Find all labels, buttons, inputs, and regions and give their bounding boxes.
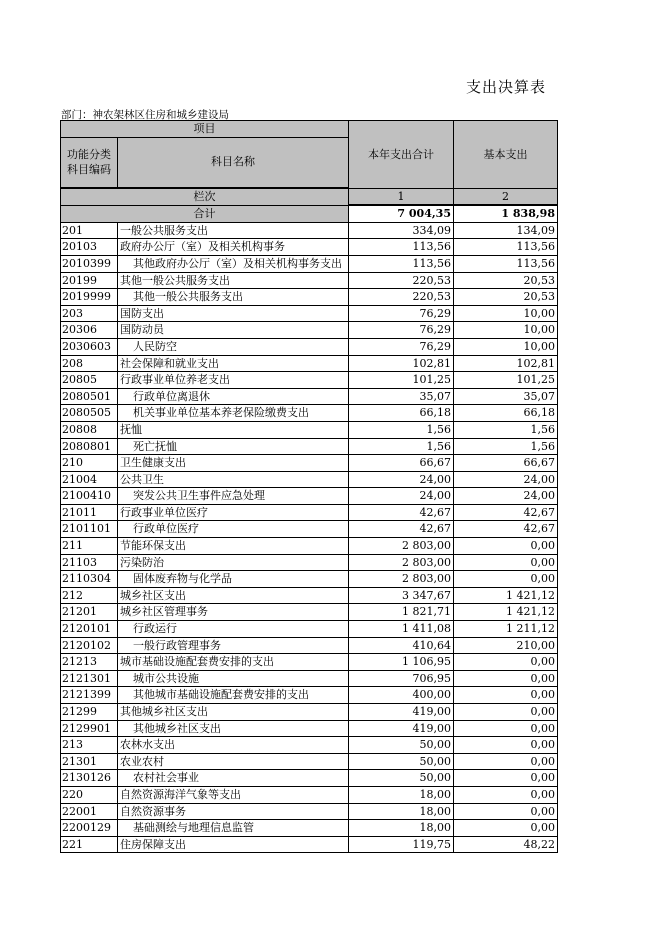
row-code: 2080801 <box>61 438 118 455</box>
department-label: 部门：神农架林区住房和城乡建设局 <box>61 109 229 121</box>
row-code: 210 <box>61 455 118 472</box>
row-subject-name: 城市基础设施配套费安排的支出 <box>118 654 349 671</box>
row-basic-expense: 1 421,12 <box>454 587 558 604</box>
row-subject-name: 一般公共服务支出 <box>118 222 349 239</box>
table-row <box>61 654 558 671</box>
row-basic-expense: 10,00 <box>454 305 558 322</box>
row-basic-expense: 10,00 <box>454 338 558 355</box>
table-row <box>61 388 558 405</box>
header-subject-name: 科目名称 <box>118 137 349 187</box>
row-code: 2080505 <box>61 405 118 422</box>
row-total-expense: 66,18 <box>349 405 454 422</box>
table-row <box>61 836 558 853</box>
row-subject-name: 突发公共卫生事件应急处理 <box>118 488 349 505</box>
row-total-expense: 76,29 <box>349 305 454 322</box>
row-code: 2100410 <box>61 488 118 505</box>
row-total-expense: 334,09 <box>349 222 454 239</box>
row-basic-expense: 1 421,12 <box>454 604 558 621</box>
table-row <box>61 753 558 770</box>
row-total-expense: 102,81 <box>349 355 454 372</box>
table-row <box>61 222 558 239</box>
row-subject-name: 固体废弃物与化学品 <box>118 571 349 588</box>
table-row <box>61 604 558 621</box>
row-total-expense: 76,29 <box>349 338 454 355</box>
row-total-expense: 1,56 <box>349 438 454 455</box>
row-subject-name: 城市公共设施 <box>118 670 349 687</box>
row-basic-expense: 24,00 <box>454 488 558 505</box>
row-basic-expense: 35,07 <box>454 388 558 405</box>
table-row <box>61 737 558 754</box>
row-total-expense: 113,56 <box>349 239 454 256</box>
row-subject-name: 自然资源海洋气象等支出 <box>118 786 349 803</box>
row-subject-name: 农业农村 <box>118 753 349 770</box>
table-row <box>61 471 558 488</box>
header-project: 项目 <box>61 121 349 138</box>
table-row <box>61 637 558 654</box>
row-subject-name: 行政单位离退休 <box>118 388 349 405</box>
row-basic-expense: 0,00 <box>454 720 558 737</box>
row-total-expense: 419,00 <box>349 704 454 721</box>
row-code: 2019999 <box>61 289 118 306</box>
row-subject-name: 其他政府办公厅（室）及相关机构事务支出 <box>118 255 349 272</box>
row-subject-name: 行政单位医疗 <box>118 521 349 538</box>
report-title: 支出决算表 <box>466 78 547 96</box>
table-row <box>61 305 558 322</box>
row-code: 20808 <box>61 421 118 438</box>
row-basic-expense: 66,18 <box>454 405 558 422</box>
row-code: 2129901 <box>61 720 118 737</box>
row-subject-name: 城乡社区管理事务 <box>118 604 349 621</box>
table-row <box>61 272 558 289</box>
row-basic-expense: 0,00 <box>454 803 558 820</box>
header-basic-expense: 基本支出 <box>454 121 558 189</box>
row-basic-expense: 134,09 <box>454 222 558 239</box>
row-subject-name: 国防动员 <box>118 322 349 339</box>
row-subject-name: 农村社会事业 <box>118 770 349 787</box>
table-row <box>61 538 558 555</box>
row-code: 21301 <box>61 753 118 770</box>
row-subject-name: 农林水支出 <box>118 737 349 754</box>
row-basic-expense: 1,56 <box>454 421 558 438</box>
row-basic-expense: 0,00 <box>454 538 558 555</box>
row-total-expense: 1 106,95 <box>349 654 454 671</box>
row-code: 2130126 <box>61 770 118 787</box>
table-row <box>61 521 558 538</box>
row-subject-name: 城乡社区支出 <box>118 587 349 604</box>
row-subject-name: 一般行政管理事务 <box>118 637 349 654</box>
table-row <box>61 504 558 521</box>
row-code: 2101101 <box>61 521 118 538</box>
row-subject-name: 节能环保支出 <box>118 538 349 555</box>
row-code: 212 <box>61 587 118 604</box>
table-row <box>61 372 558 389</box>
row-code: 211 <box>61 538 118 555</box>
row-code: 2080501 <box>61 388 118 405</box>
row-basic-expense: 10,00 <box>454 322 558 339</box>
row-basic-expense: 0,00 <box>454 670 558 687</box>
row-total-expense: 18,00 <box>349 803 454 820</box>
sum-label: 合计 <box>61 205 349 222</box>
row-subject-name: 政府办公厅（室）及相关机构事务 <box>118 239 349 256</box>
row-total-expense: 220,53 <box>349 272 454 289</box>
row-total-expense: 3 347,67 <box>349 587 454 604</box>
row-basic-expense: 101,25 <box>454 372 558 389</box>
row-total-expense: 76,29 <box>349 322 454 339</box>
row-total-expense: 101,25 <box>349 372 454 389</box>
row-subject-name: 其他城乡社区支出 <box>118 720 349 737</box>
row-code: 21004 <box>61 471 118 488</box>
row-subject-name: 行政事业单位医疗 <box>118 504 349 521</box>
row-basic-expense: 113,56 <box>454 239 558 256</box>
row-code: 21299 <box>61 704 118 721</box>
row-total-expense: 18,00 <box>349 786 454 803</box>
row-basic-expense: 20,53 <box>454 289 558 306</box>
row-code: 2121301 <box>61 670 118 687</box>
row-total-expense: 24,00 <box>349 488 454 505</box>
column-index-2: 2 <box>454 188 558 205</box>
row-total-expense: 1 821,71 <box>349 604 454 621</box>
table-row <box>61 289 558 306</box>
row-code: 21011 <box>61 504 118 521</box>
table-row <box>61 405 558 422</box>
row-basic-expense: 210,00 <box>454 637 558 654</box>
row-subject-name: 机关事业单位基本养老保险缴费支出 <box>118 405 349 422</box>
table-row <box>61 704 558 721</box>
row-basic-expense: 48,22 <box>454 836 558 853</box>
table-row <box>61 670 558 687</box>
sum-basic: 1 838,98 <box>454 205 558 222</box>
row-subject-name: 其他一般公共服务支出 <box>118 272 349 289</box>
row-basic-expense: 0,00 <box>454 770 558 787</box>
row-code: 2200129 <box>61 820 118 837</box>
row-basic-expense: 0,00 <box>454 737 558 754</box>
row-subject-name: 国防支出 <box>118 305 349 322</box>
row-basic-expense: 24,00 <box>454 471 558 488</box>
row-total-expense: 35,07 <box>349 388 454 405</box>
row-code: 2120102 <box>61 637 118 654</box>
row-subject-name: 行政事业单位养老支出 <box>118 372 349 389</box>
row-basic-expense: 113,56 <box>454 255 558 272</box>
row-total-expense: 18,00 <box>349 820 454 837</box>
row-total-expense: 2 803,00 <box>349 571 454 588</box>
row-total-expense: 50,00 <box>349 770 454 787</box>
table-row <box>61 554 558 571</box>
table-row <box>61 338 558 355</box>
row-total-expense: 119,75 <box>349 836 454 853</box>
row-basic-expense: 1,56 <box>454 438 558 455</box>
row-total-expense: 1 411,08 <box>349 621 454 638</box>
row-total-expense: 419,00 <box>349 720 454 737</box>
row-subject-name: 公共卫生 <box>118 471 349 488</box>
sum-total: 7 004,35 <box>349 205 454 222</box>
table-row <box>61 571 558 588</box>
row-code: 220 <box>61 786 118 803</box>
table-row <box>61 455 558 472</box>
row-code: 20199 <box>61 272 118 289</box>
row-basic-expense: 0,00 <box>454 571 558 588</box>
row-code: 2010399 <box>61 255 118 272</box>
row-subject-name: 人民防空 <box>118 338 349 355</box>
row-basic-expense: 0,00 <box>454 820 558 837</box>
row-total-expense: 50,00 <box>349 753 454 770</box>
table-row <box>61 587 558 604</box>
row-subject-name: 其他一般公共服务支出 <box>118 289 349 306</box>
row-subject-name: 住房保障支出 <box>118 836 349 853</box>
header-total-expense: 本年支出合计 <box>349 121 454 189</box>
column-label: 栏次 <box>61 188 349 205</box>
table-row <box>61 355 558 372</box>
row-total-expense: 113,56 <box>349 255 454 272</box>
row-basic-expense: 20,53 <box>454 272 558 289</box>
row-code: 21103 <box>61 554 118 571</box>
row-code: 221 <box>61 836 118 853</box>
table-row <box>61 255 558 272</box>
row-subject-name: 社会保障和就业支出 <box>118 355 349 372</box>
row-code: 213 <box>61 737 118 754</box>
row-code: 2121399 <box>61 687 118 704</box>
row-code: 20805 <box>61 372 118 389</box>
header-func-code: 功能分类 科目编码 <box>61 137 118 187</box>
table-row <box>61 239 558 256</box>
row-subject-name: 其他城市基础设施配套费安排的支出 <box>118 687 349 704</box>
row-total-expense: 706,95 <box>349 670 454 687</box>
row-basic-expense: 0,00 <box>454 704 558 721</box>
row-code: 208 <box>61 355 118 372</box>
row-code: 21201 <box>61 604 118 621</box>
table-row <box>61 786 558 803</box>
row-subject-name: 其他城乡社区支出 <box>118 704 349 721</box>
row-subject-name: 行政运行 <box>118 621 349 638</box>
row-total-expense: 24,00 <box>349 471 454 488</box>
row-subject-name: 基础测绘与地理信息监管 <box>118 820 349 837</box>
row-code: 2030603 <box>61 338 118 355</box>
row-code: 2110304 <box>61 571 118 588</box>
row-total-expense: 66,67 <box>349 455 454 472</box>
column-index-1: 1 <box>349 188 454 205</box>
row-subject-name: 死亡抚恤 <box>118 438 349 455</box>
row-basic-expense: 0,00 <box>454 687 558 704</box>
row-code: 22001 <box>61 803 118 820</box>
table-row <box>61 488 558 505</box>
table-row <box>61 687 558 704</box>
row-total-expense: 2 803,00 <box>349 554 454 571</box>
row-basic-expense: 42,67 <box>454 504 558 521</box>
row-basic-expense: 0,00 <box>454 554 558 571</box>
row-total-expense: 2 803,00 <box>349 538 454 555</box>
row-code: 20103 <box>61 239 118 256</box>
row-total-expense: 42,67 <box>349 521 454 538</box>
row-basic-expense: 1 211,12 <box>454 621 558 638</box>
row-total-expense: 400,00 <box>349 687 454 704</box>
row-code: 21213 <box>61 654 118 671</box>
row-code: 20306 <box>61 322 118 339</box>
table-row <box>61 322 558 339</box>
table-row <box>61 421 558 438</box>
table-row <box>61 720 558 737</box>
row-basic-expense: 102,81 <box>454 355 558 372</box>
row-code: 2120101 <box>61 621 118 638</box>
row-basic-expense: 0,00 <box>454 753 558 770</box>
row-total-expense: 1,56 <box>349 421 454 438</box>
row-total-expense: 42,67 <box>349 504 454 521</box>
expenditure-table <box>60 120 558 853</box>
table-row <box>61 770 558 787</box>
row-subject-name: 卫生健康支出 <box>118 455 349 472</box>
table-row <box>61 803 558 820</box>
row-basic-expense: 0,00 <box>454 786 558 803</box>
table-row <box>61 438 558 455</box>
row-subject-name: 自然资源事务 <box>118 803 349 820</box>
row-total-expense: 50,00 <box>349 737 454 754</box>
row-code: 201 <box>61 222 118 239</box>
row-subject-name: 抚恤 <box>118 421 349 438</box>
table-row <box>61 820 558 837</box>
table-row <box>61 621 558 638</box>
row-total-expense: 220,53 <box>349 289 454 306</box>
row-basic-expense: 0,00 <box>454 654 558 671</box>
row-total-expense: 410,64 <box>349 637 454 654</box>
row-subject-name: 污染防治 <box>118 554 349 571</box>
row-basic-expense: 66,67 <box>454 455 558 472</box>
row-code: 203 <box>61 305 118 322</box>
row-basic-expense: 42,67 <box>454 521 558 538</box>
